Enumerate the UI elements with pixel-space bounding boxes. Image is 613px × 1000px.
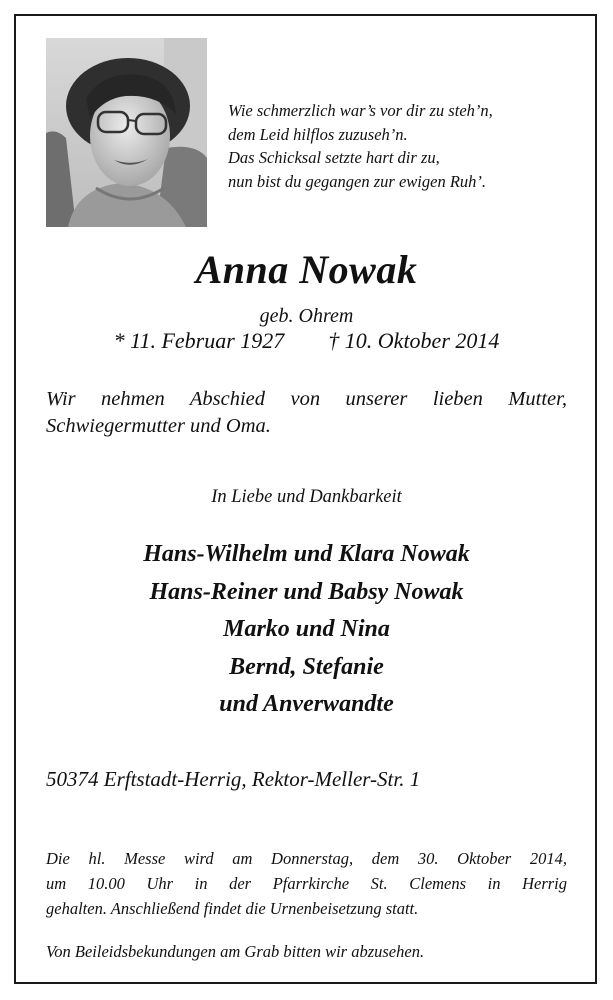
service-info: [46, 846, 567, 921]
poem-line: Das Schicksal setzte hart dir zu,: [228, 148, 440, 167]
death-date: † 10. Oktober 2014: [328, 328, 500, 353]
deceased-name: Anna Nowak: [195, 247, 418, 292]
portrait-photo: [46, 38, 207, 227]
birth-name: geb. Ohrem: [259, 305, 354, 327]
birth-date: * 11. Februar 1927: [113, 328, 285, 353]
mourner-line: Hans-Wilhelm und Klara Nowak: [143, 541, 470, 567]
service-line: um 10.00 Uhr in der Pfarrkirche St. Clemens in Herrig: [46, 874, 567, 893]
mourner-line: Marko und Nina: [223, 616, 390, 642]
poem-line: dem Leid hilflos zuzuseh’n.: [228, 124, 408, 144]
mourners-list: [0, 536, 613, 724]
mourner-line: Bernd, Stefanie: [229, 653, 384, 680]
service-line: gehalten. Anschließend findet die Urnenbeisetzung statt.: [46, 899, 419, 918]
service-line: Die hl. Messe wird am Donnerstag, dem 30. Oktober 2014,: [46, 849, 567, 868]
memorial-poem: [228, 99, 598, 193]
life-dates: [0, 327, 613, 355]
mourner-line: Hans-Reiner und Babsy Nowak: [149, 578, 464, 605]
closing-note: Von Beileidsbekundungen am Grab bitten wir abzusehen.: [46, 942, 425, 961]
family-address: 50374 Erftstadt-Herrig, Rektor-Meller-Str. 1: [46, 767, 421, 791]
poem-line: nun bist du gegangen zur ewigen Ruh’.: [228, 171, 487, 191]
farewell-line: Schwiegermutter und Oma.: [46, 415, 271, 437]
farewell-text: [46, 386, 567, 440]
poem-line: Wie schmerzlich war’s vor dir zu steh’n,: [228, 101, 493, 120]
farewell-line: Wir nehmen Abschied von unserer lieben Mutter,: [46, 388, 567, 410]
mourner-line: und Anverwandte: [219, 691, 394, 717]
dedication-text: In Liebe und Dankbarkeit: [211, 487, 402, 507]
